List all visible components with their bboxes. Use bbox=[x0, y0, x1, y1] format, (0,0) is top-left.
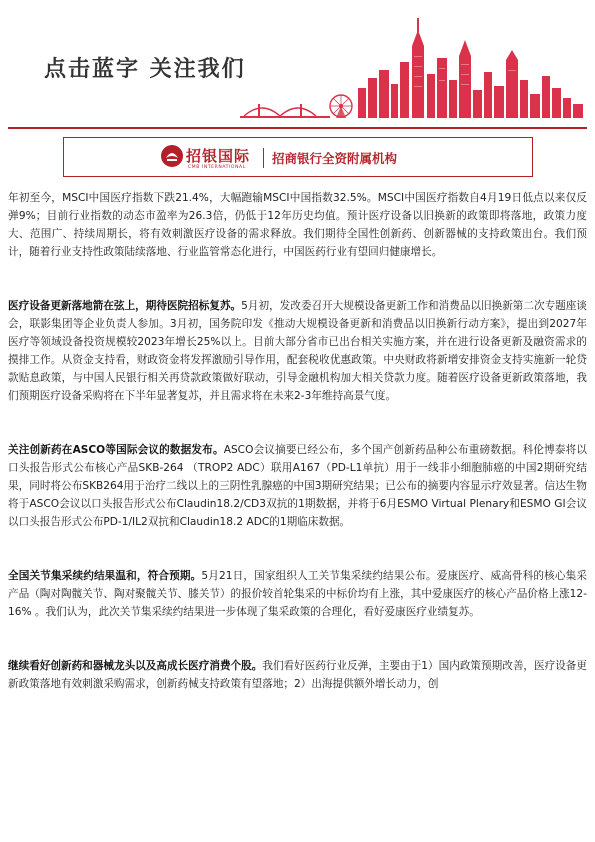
paragraph-market-overview bbox=[8, 189, 587, 261]
paragraph-text: 5月初，发改委召开大规模设备更新工作和消费品以旧换新第二次专题座谈会，联影集团等企业负责人参加。3月初，国务院印发《推动大规模设备更新和消费品以旧换新行动方案》，提出到2027年医疗等领域设备投资规模较2023年增长25%以上。目前大部分省市已出台相关实施方案，并在进行设备更新及融资需求的摸排工作。从资金支持看，财政资金将发挥激励引导作用，配套税收优惠政策。中央财政将新增安排资金支持实施新一轮贷款贴息政策，与中国人民银行相关再贷款政策做好联动，引导金融机构加大相关贷款力度。随着医疗设备更新政策落地，我们预期医疗设备采购将在下半年显著复苏，并且需求将在未来2-3年维持高景气度。 bbox=[8, 300, 587, 402]
brand-separator bbox=[263, 148, 264, 168]
paragraph-joint-procurement bbox=[8, 567, 587, 621]
brand-name-cn: 招银国际 bbox=[186, 147, 251, 165]
paragraph-text: ASCO会议摘要已经公布，多个国产创新药品种公布重磅数据。科伦博泰将以口头报告形式公布核心产品SKB-264 （TROP2 ADC）联用A167（PD-L1单抗）用于一线非小细胞肺癌的中国2期研究结果，同时将公布SKB264用于治疗二线以上的三阴性乳腺癌的中国3期研究结果；已公布的摘要内容显示疗效显著。信达生物将于ASCO会议以口头报告形式公布Claudin18.2/CD3双抗的1期数据，并将于6月ESMO Virtual Plenary和ESMO GI会议以口头报告形式公布PD-1/IL2双抗和Claudin18.2 ADC的1期临床数据。 bbox=[8, 444, 587, 528]
article-body bbox=[8, 189, 587, 693]
paragraph-lead: 继续看好创新药和器械龙头以及高成长医疗消费个股。 bbox=[8, 660, 263, 672]
paragraph-lead: 医疗设备更新落地箭在弦上，期待医院招标复苏。 bbox=[8, 300, 242, 312]
paragraph-lead: 全国关节集采续约结果温和，符合预期。 bbox=[8, 570, 202, 582]
paragraph-asco-data bbox=[8, 441, 587, 531]
paragraph-text: 我们看好医药行业反弹，主要由于1）国内政策预期改善，医疗设备更新政策落地有效刺激采购需求，创新药械支持政策有望落地；2）出海提供额外增长动力，创 bbox=[8, 660, 587, 690]
header-divider bbox=[8, 127, 587, 129]
paragraph-outlook bbox=[8, 657, 587, 693]
brand-banner bbox=[63, 137, 533, 177]
page-header bbox=[0, 0, 595, 128]
brand-name-en: CMB INTERNATIONAL bbox=[188, 165, 246, 170]
paragraph-equipment-upgrade bbox=[8, 297, 587, 405]
paragraph-text: 5月21日，国家组织人工关节集采续约结果公布。爱康医疗、威高骨科的核心集采产品（陶对陶髋关节、陶对聚髋关节、膝关节）的报价较首轮集采的中标价均有上涨，其中爱康医疗的核心产品价格上涨12-16% 。我们认为，此次关节集采续约结果进一步体现了集采政策的合理化，看好爱康医疗业绩复苏。 bbox=[8, 570, 588, 618]
header-title: 点击蓝字 关注我们 bbox=[44, 57, 246, 82]
brand-tagline: 招商银行全资附属机构 bbox=[272, 151, 398, 166]
cmb-emblem-icon bbox=[160, 144, 184, 168]
paragraph-text: 年初至今，MSCI中国医疗指数下跌21.4%，大幅跑输MSCI中国指数32.5%。MSCI中国医疗指数自4月19日低点以来仅反弹9%；目前行业指数的动态市盈率为26.3倍，仍低于12年历史均值。预计医疗设备以旧换新的政策即将落地，政策力度大、范围广、持续周期长，将有效刺激医疗设备的需求释放。我们期待全国性创新药、创新器械的支持政策出台。我们预计，随着行业支持性政策陆续落地、行业监管常态化进行，中国医药行业有望回归健康增长。 bbox=[8, 192, 587, 258]
paragraph-lead: 关注创新药在ASCO等国际会议的数据发布。 bbox=[8, 444, 224, 456]
